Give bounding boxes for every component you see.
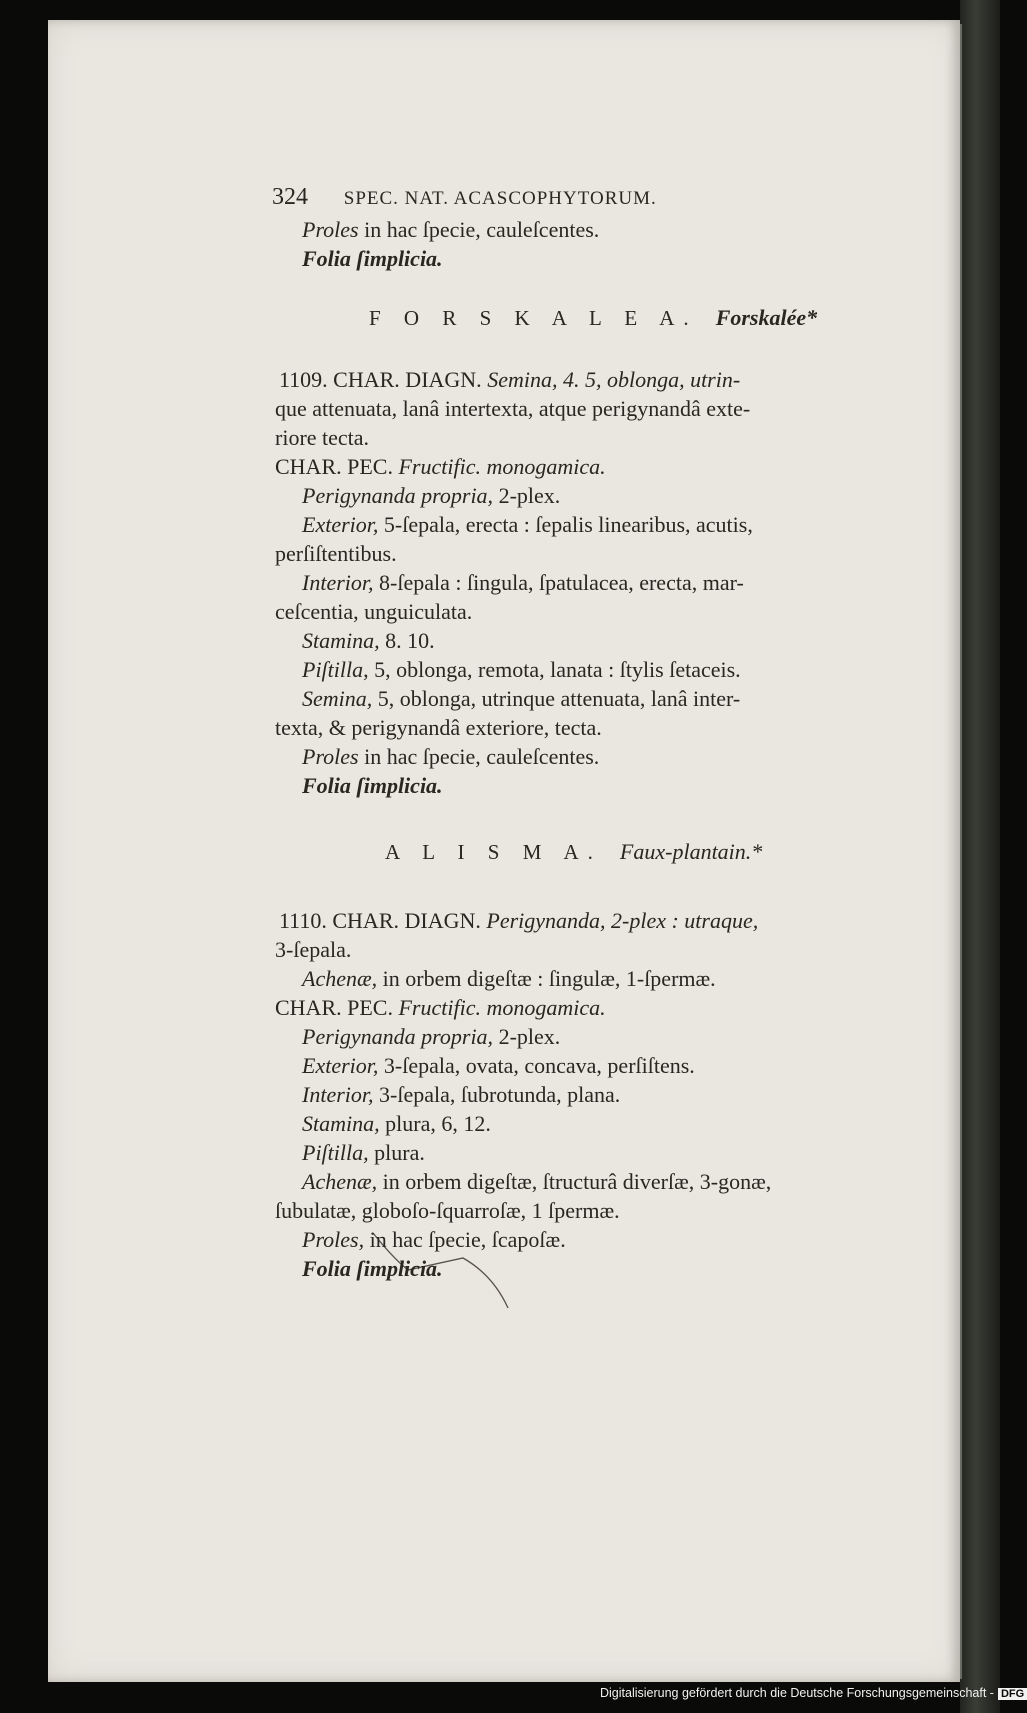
text-line: Piſtilla, 5, oblonga, remota, lanata : ſtylis ſetaceis. bbox=[302, 657, 741, 682]
text-line: ceſcentia, unguiculata. bbox=[275, 599, 473, 624]
text-line: Interior, 3-ſepala, ſubrotunda, plana. bbox=[302, 1082, 621, 1107]
text-line: Piſtilla, plura. bbox=[302, 1140, 425, 1165]
text-line: 3-ſepala. bbox=[275, 937, 352, 962]
text-line: Semina, 5, oblonga, utrinque attenuata, lanâ inter- bbox=[302, 686, 741, 711]
text-line: Proles in hac ſpecie, cauleſcentes. bbox=[302, 744, 600, 769]
text-line: Perigynanda propria, 2-plex. bbox=[302, 483, 561, 508]
text-line: 1110. CHAR. DIAGN. Perigynanda, 2-plex : utraque, bbox=[279, 908, 759, 933]
text-line: 1109. CHAR. DIAGN. Semina, 4. 5, oblonga, utrin- bbox=[279, 367, 741, 392]
text-line: Achenæ, in orbem digeſtæ, ſtructurâ diverſæ, 3-gonæ, bbox=[302, 1169, 772, 1194]
text-line: Folia ſimplicia. bbox=[302, 246, 443, 271]
book-spine bbox=[960, 0, 1000, 1713]
text-line: que attenuata, lanâ intertexta, atque perigynandâ exte- bbox=[275, 396, 751, 421]
text-line: CHAR. PEC. Fructific. monogamica. bbox=[275, 454, 606, 479]
dfg-logo: DFG bbox=[998, 1688, 1027, 1700]
text-line: Achenæ, in orbem digeſtæ : ſingulæ, 1-ſpermæ. bbox=[302, 966, 716, 991]
text-line: Exterior, 3-ſepala, ovata, concava, perſiſtens. bbox=[302, 1053, 695, 1078]
text-line: CHAR. PEC. Fructific. monogamica. bbox=[275, 995, 606, 1020]
text-line: Folia ſimplicia. bbox=[302, 1256, 443, 1281]
genus-heading: F O R S K A L E A. Forskalée* bbox=[369, 305, 818, 330]
text-line: riore tecta. bbox=[275, 425, 370, 450]
text-line: Perigynanda propria, 2-plex. bbox=[302, 1024, 561, 1049]
text-line: ſubulatæ, globoſo-ſquarroſæ, 1 ſpermæ. bbox=[275, 1198, 620, 1223]
credit-text: Digitalisierung gefördert durch die Deutsche Forschungsgemeinschaft - bbox=[600, 1686, 994, 1700]
text-line: perſiſtentibus. bbox=[275, 541, 397, 566]
digitization-credit bbox=[600, 1686, 1027, 1700]
text-line: Stamina, 8. 10. bbox=[302, 628, 435, 653]
text-line: Interior, 8-ſepala : ſingula, ſpatulacea, erecta, mar- bbox=[302, 570, 744, 595]
page-number: 324 bbox=[272, 184, 308, 210]
genus-heading: A L I S M A. Faux-plantain.* bbox=[385, 839, 763, 864]
text-line: Proles, in hac ſpecie, ſcapoſæ. bbox=[302, 1227, 566, 1252]
text-line: Folia ſimplicia. bbox=[302, 773, 443, 798]
text-line: Stamina, plura, 6, 12. bbox=[302, 1111, 491, 1136]
text-line: texta, & perigynandâ exteriore, tecta. bbox=[275, 715, 602, 740]
text-line: Proles in hac ſpecie, cauleſcentes. bbox=[302, 217, 600, 242]
running-title: SPEC. NAT. ACASCOPHYTORUM. bbox=[343, 188, 657, 209]
text-line: Exterior, 5-ſepala, erecta : ſepalis linearibus, acutis, bbox=[302, 512, 753, 537]
running-head bbox=[272, 183, 657, 213]
